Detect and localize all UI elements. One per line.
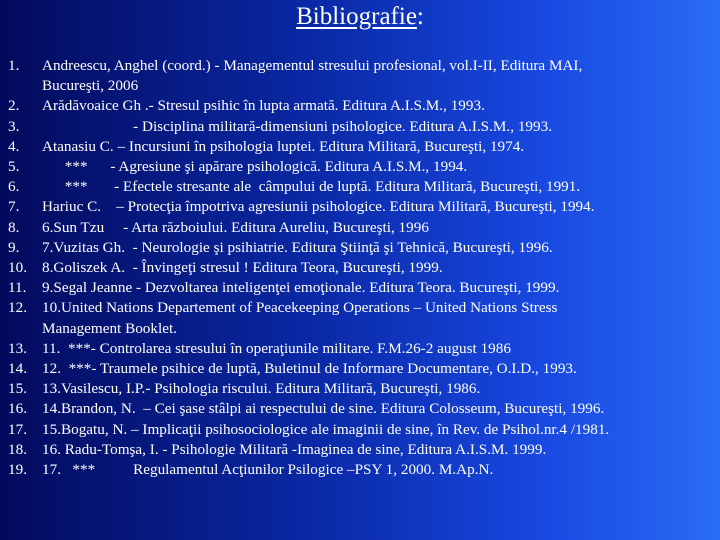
entry-text: 14.Brandon, N. – Cei şase stâlpi ai respectului de sine. Editura Colosseum, Bucureşti, 1996. xyxy=(42,400,605,418)
bibliography-entry xyxy=(0,137,720,157)
entry-text: 7.Vuzitas Gh. - Neurologie şi psihiatrie. Editura Ştiinţă şi Tehnică, Bucureşti, 1996. xyxy=(42,238,553,256)
bibliography-entry xyxy=(0,238,720,258)
entry-number: 12. xyxy=(8,299,27,317)
entry-text: 17. *** Regulamentul Acţiunilor Psilogice –PSY 1, 2000. M.Ap.N. xyxy=(42,461,494,479)
bibliography-entry xyxy=(0,379,720,399)
entry-text: Atanasiu C. – Incursiuni în psihologia luptei. Editura Militară, Bucureşti, 1974. xyxy=(42,137,525,155)
bibliography-entry xyxy=(0,117,720,137)
bibliography-entry xyxy=(0,460,720,480)
entry-text: Bucureşti, 2006 xyxy=(42,77,139,95)
entry-text: 13.Vasilescu, I.P.- Psihologia riscului. Editura Militară, Bucureşti, 1986. xyxy=(42,380,481,398)
bibliography-entry xyxy=(0,177,720,197)
bibliography-entry xyxy=(0,420,720,440)
bibliography-entry xyxy=(0,218,720,238)
entry-number: 14. xyxy=(8,360,27,378)
bibliography-entry xyxy=(0,96,720,116)
entry-number: 10. xyxy=(8,259,27,277)
entry-number: 19. xyxy=(8,461,27,479)
entry-number: 16. xyxy=(8,400,27,418)
bibliography-entry xyxy=(0,298,720,338)
entry-text: 15.Bogatu, N. – Implicaţii psihosociologice ale imaginii de sine, în Rev. de Psihol.nr.4 /1981. xyxy=(42,420,610,438)
entry-text: Hariuc C. – Protecţia împotriva agresiunii psihologice. Editura Militară, Bucureşti, 1994. xyxy=(42,198,595,216)
entry-number: 13. xyxy=(8,339,27,357)
entry-text: 16. Radu-Tomşa, I. - Psihologie Militară -Imaginea de sine, Editura A.I.S.M. 1999. xyxy=(42,440,547,458)
bibliography-entry xyxy=(0,157,720,177)
entry-text: 9.Segal Jeanne - Dezvoltarea inteligenţei emoţionale. Editura Teora. Bucureşti, 1999. xyxy=(42,279,560,297)
entry-text: Andreescu, Anghel (coord.) - Managementul stresului profesional, vol.I-II, Editura MAI, xyxy=(42,57,583,74)
entry-number: 11. xyxy=(8,279,27,297)
bibliography-entry xyxy=(0,339,720,359)
entry-number: 1. xyxy=(8,57,20,74)
entry-text: 10.United Nations Departement of Peacekeeping Operations – United Nations Stress xyxy=(42,299,558,317)
entry-number: 15. xyxy=(8,380,27,398)
page-title xyxy=(0,1,720,33)
entry-text: 6.Sun Tzu - Arta războiului. Editura Aureliu, Bucureşti, 1996 xyxy=(42,218,429,236)
entry-text: *** - Agresiune şi apărare psihologică. Editura A.I.S.M., 1994. xyxy=(42,158,468,176)
entry-text: 11. ***- Controlarea stresului în operaţiunile militare. F.M.26-2 august 1986 xyxy=(42,339,511,357)
entry-text: Management Booklet. xyxy=(42,319,177,337)
entry-text: 8.Goliszek A. - Învingeţi stresul ! Editura Teora, Bucureşti, 1999. xyxy=(42,259,443,277)
entry-number: 8. xyxy=(8,218,20,236)
entry-number: 2. xyxy=(8,97,20,115)
bibliography-list xyxy=(0,56,720,480)
bibliography-entry xyxy=(0,197,720,217)
entry-text: *** - Efectele stresante ale câmpului de luptă. Editura Militară, Bucureşti, 1991. xyxy=(42,178,581,196)
entry-number: 18. xyxy=(8,440,27,458)
bibliography-entry xyxy=(0,440,720,460)
entry-number: 7. xyxy=(8,198,20,216)
entry-number: 4. xyxy=(8,137,20,155)
bibliography-entry xyxy=(0,399,720,419)
bibliography-entry xyxy=(0,359,720,379)
bibliography-entry xyxy=(0,56,720,96)
entry-number: 3. xyxy=(8,117,20,135)
entry-text: Arădăvoaice Gh .- Stresul psihic în lupta armată. Editura A.I.S.M., 1993. xyxy=(42,97,485,115)
bibliography-entry xyxy=(0,278,720,298)
entry-text: - Disciplina militară-dimensiuni psihologice. Editura A.I.S.M., 1993. xyxy=(42,117,552,135)
entry-number: 6. xyxy=(8,178,20,196)
bibliography-entry xyxy=(0,258,720,278)
entry-text: 12. ***- Traumele psihice de luptă, Buletinul de Informare Documentare, O.I.D., 1993. xyxy=(42,360,577,378)
entry-number: 5. xyxy=(8,158,20,176)
entry-number: 17. xyxy=(8,420,27,438)
title-word: Bibliografie xyxy=(296,3,417,30)
title-colon: : xyxy=(416,3,424,30)
entry-number: 9. xyxy=(8,238,20,256)
